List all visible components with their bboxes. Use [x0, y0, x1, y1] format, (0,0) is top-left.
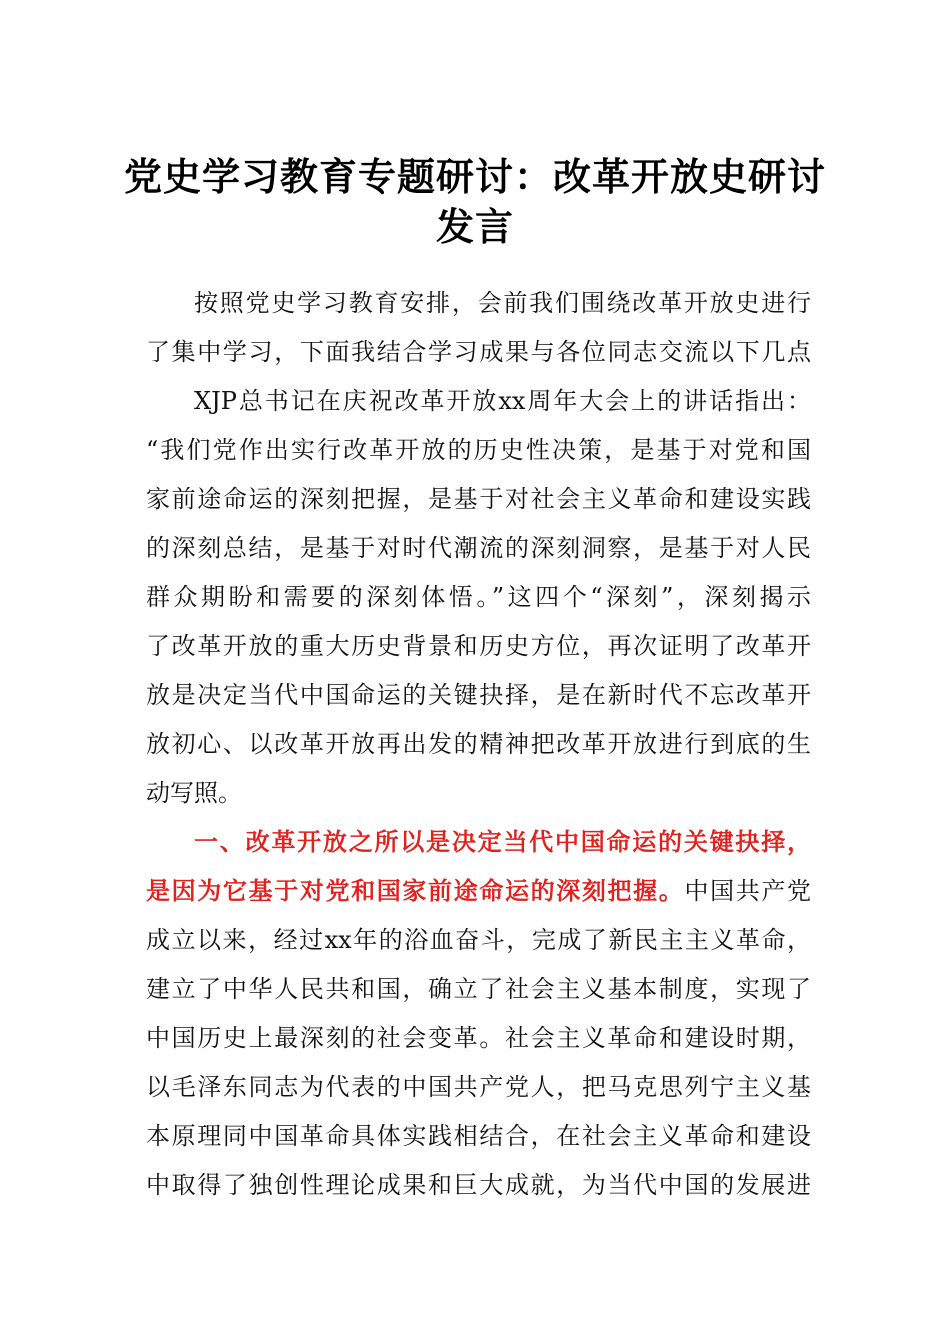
paragraph-line: 建立了中华人民共和国，确立了社会主义基本制度，实现了 — [146, 975, 811, 1003]
paragraph-line: “我们党作出实行改革开放的历史性决策，是基于对党和国 — [146, 436, 811, 464]
paragraph-line: 动写照。 — [146, 779, 242, 807]
section-heading-line-1: 一、改革开放之所以是决定当代中国命运的关键抉择， — [194, 827, 811, 856]
paragraph-line: 中国历史上最深刻的社会变革。社会主义革命和建设时期， — [146, 1024, 811, 1052]
paragraph-line: 以毛泽东同志为代表的中国共产党人，把马克思列宁主义基 — [146, 1073, 811, 1101]
paragraph-line: 群众期盼和需要的深刻体悟。”这四个“深刻”，深刻揭示 — [146, 583, 811, 611]
paragraph-line: XJP总书记在庆祝改革开放xx周年大会上的讲话指出： — [194, 387, 811, 415]
paragraph-line: 家前途命运的深刻把握，是基于对社会主义革命和建设实践 — [146, 485, 811, 513]
section-heading-text: 是因为它基于对党和国家前途命运的深刻把握。 — [146, 876, 685, 905]
paragraph-line: 的深刻总结，是基于对时代潮流的深刻洞察，是基于对人民 — [146, 534, 811, 562]
paragraph-line: 成立以来，经过xx年的浴血奋斗，完成了新民主主义革命， — [146, 926, 811, 954]
paragraph-line: 了集中学习，下面我结合学习成果与各位同志交流以下几点 — [146, 338, 811, 366]
paragraph-line: 放初心、以改革开放再出发的精神把改革开放进行到底的生 — [146, 730, 811, 758]
section-body-text: 中国共产党 — [684, 877, 812, 905]
section-heading-line-2 — [146, 871, 811, 911]
paragraph-line: 按照党史学习教育安排，会前我们围绕改革开放史进行 — [194, 289, 811, 317]
paragraph-line: 中取得了独创性理论成果和巨大成就，为当代中国的发展进 — [146, 1171, 811, 1199]
paragraph-line: 放是决定当代中国命运的关键抉择，是在新时代不忘改革开 — [146, 681, 811, 709]
document-title-line-2: 发言 — [435, 204, 514, 249]
paragraph-line: 本原理同中国革命具体实践相结合，在社会主义革命和建设 — [146, 1122, 811, 1150]
paragraph-line: 了改革开放的重大历史背景和历史方位，再次证明了改革开 — [146, 632, 811, 660]
document-title-line-1: 党史学习教育专题研讨：改革开放史研讨 — [123, 154, 826, 199]
